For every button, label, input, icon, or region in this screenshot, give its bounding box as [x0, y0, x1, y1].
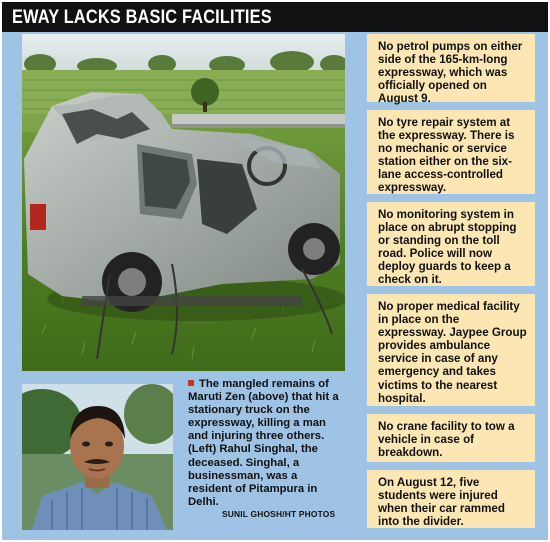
photo-credit: SUNIL GHOSH/HT PHOTOS: [222, 509, 336, 519]
fact-text: No tyre repair system at the expressway. There is no mechanic or service station either on the six-lane access-controlled expressway.: [378, 116, 515, 195]
fact-item: [367, 110, 535, 194]
page-title: EWAY LACKS BASIC FACILITIES: [12, 7, 272, 28]
fact-text: No petrol pumps on either side of the 165-km-long expressway, which was officially opened on August 9.: [378, 40, 523, 106]
fact-item: [367, 414, 535, 462]
car-wreck-photo-art: [22, 34, 345, 371]
caption-text: The mangled remains of Maruti Zen (above) that hit a stationary truck on the expressway, killing a man and injuring three others. (Left) Rahul Singhal, the deceased. Singhal, a businessman, was a resident of Pitampura in Delhi.: [188, 378, 339, 508]
fact-item: [367, 470, 535, 528]
fact-text: No crane facility to tow a vehicle in case of breakdown.: [378, 420, 515, 460]
fact-text: No monitoring system in place on abrupt stopping or standing on the toll road. Police will now deploy guards to keep a check on it.: [378, 208, 517, 287]
photo-caption: [188, 378, 343, 509]
fact-text: No proper medical facility in place on the expressway. Jaypee Group provides ambulance service in case of any emergency and takes victims to the nearest hospital.: [378, 300, 527, 405]
fact-text: On August 12, five students were injured when their car rammed into the divider.: [378, 476, 505, 529]
car-wreck-photo: [22, 34, 345, 371]
fact-item: [367, 202, 535, 286]
bullet-square-icon: [188, 380, 194, 386]
fact-item: [367, 34, 535, 106]
portrait-photo-art: [22, 384, 173, 530]
fact-item: [367, 294, 535, 406]
header-bar: [2, 2, 548, 32]
facts-list: [367, 34, 535, 528]
portrait-photo: [22, 384, 173, 530]
